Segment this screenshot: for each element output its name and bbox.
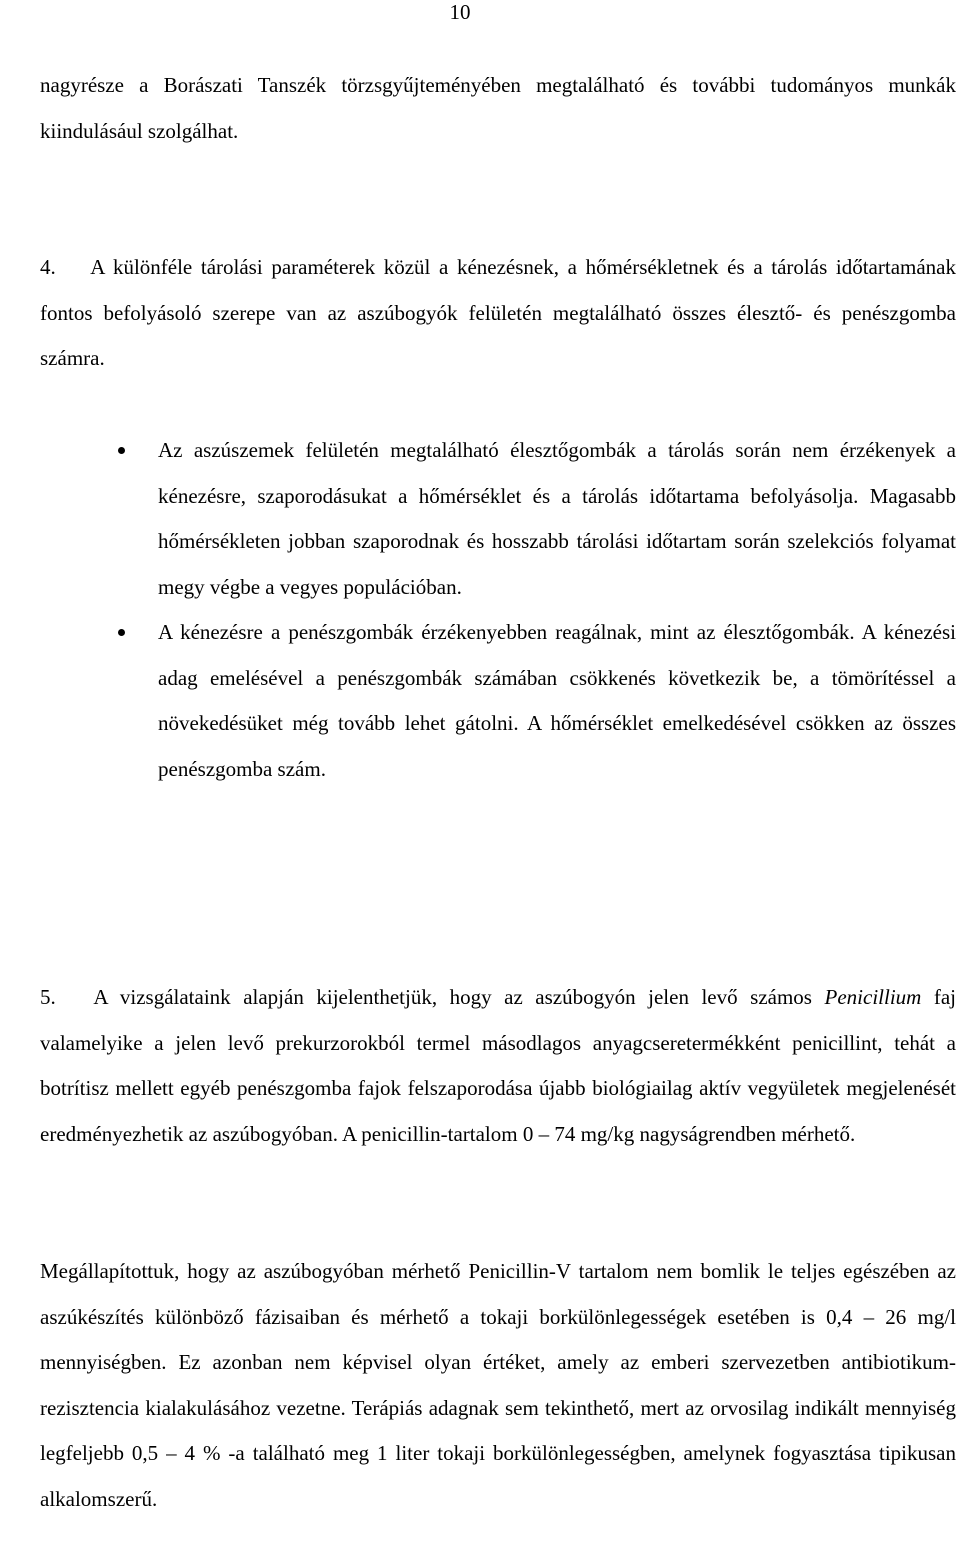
paragraph-5 xyxy=(40,975,956,1157)
bullet-item-yeast xyxy=(118,428,956,610)
bullet-list xyxy=(118,428,956,792)
page-number: 10 xyxy=(449,0,471,24)
paragraph-4-text: A különféle tárolási paraméterek közül a kénezésnek, a hőmérsékletnek és a tárolás időtartamának fontos befolyásoló szerepe van az aszúbogyók felületén megtalálható összes élesztő- és penészgomba számra. xyxy=(40,255,956,370)
paragraph-4-number: 4. xyxy=(40,255,56,279)
bullet-dot-icon xyxy=(118,629,125,636)
bullet-item-text: Az aszúszemek felületén megtalálható élesztőgombák a tárolás során nem érzékenyek a kénezésre, szaporodásukat a hőmérséklet és a tárolás időtartama befolyásolja. Magasabb hőmérsékleten jobban szaporodnak és hosszabb tárolási időtartam során szelekciós folyamat megy végbe a vegyes populációban. xyxy=(158,438,956,599)
paragraph-5-after: faj valamelyike a jelen levő prekurzorokból termel másodlagos anyagcseretermékként penicillint, tehát a botrítisz mellett egyéb penészgomba fajok felszaporodása újabb biológiailag aktív vegyületek megjelenését eredményezhetik az aszúbogyóban. A penicillin-tartalom 0 – 74 mg/kg nagyságrendben mérhető. xyxy=(40,985,957,1146)
paragraph-4 xyxy=(40,245,956,382)
paragraph-findings xyxy=(40,1249,956,1522)
paragraph-5-italic: Penicillium xyxy=(824,985,922,1009)
paragraph-intro-text: nagyrésze a Borászati Tanszék törzsgyűjteményében megtalálható és további tudományos munkák kiindulásául szolgálhat. xyxy=(40,73,956,143)
paragraph-intro xyxy=(40,63,956,154)
paragraph-5-before: A vizsgálataink alapján kijelenthetjük, hogy az aszúbogyón jelen levő számos xyxy=(93,985,812,1009)
paragraph-findings-text: Megállapítottuk, hogy az aszúbogyóban mérhető Penicillin-V tartalom nem bomlik le teljes egészében az aszúkészítés különböző fázisaiban és mérhető a tokaji borkülönlegességek esetében is 0,4 – 26 mg/l mennyiségben. Ez azonban nem képvisel olyan értéket, amely az emberi szervezetben antibiotikum-rezisztencia kialakulásához vezetne. Terápiás adagnak sem tekinthető, mert az orvosilag indikált mennyiség legfeljebb 0,5 – 4 % -a található meg 1 liter tokaji borkülönlegességben, amelynek fogyasztása tipikusan alkalomszerű. xyxy=(40,1259,956,1511)
bullet-item-mold xyxy=(118,610,956,792)
bullet-dot-icon xyxy=(118,447,125,454)
bullet-item-text: A kénezésre a penészgombák érzékenyebben reagálnak, mint az élesztőgombák. A kénezési adag emelésével a penészgombák számában csökkenés következik be, a tömörítéssel a növekedésüket még tovább lehet gátolni. A hőmérséklet emelkedésével csökken az összes penészgomba szám. xyxy=(158,620,956,781)
paragraph-5-number: 5. xyxy=(40,985,56,1009)
